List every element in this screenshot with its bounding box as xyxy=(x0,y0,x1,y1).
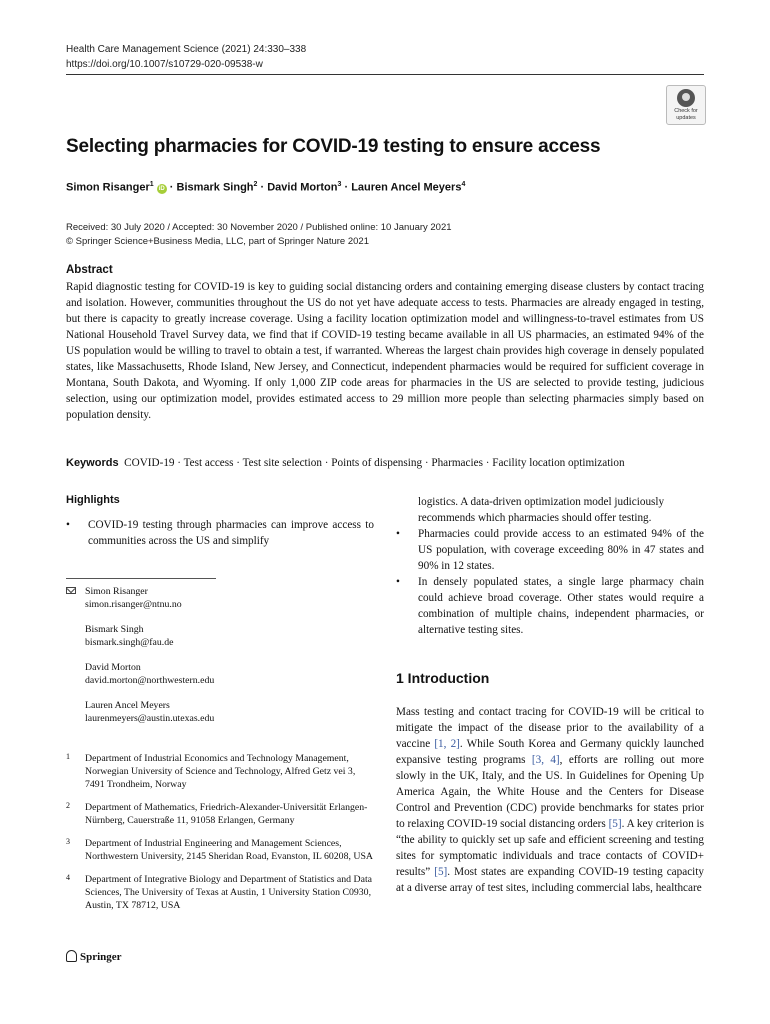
publisher-name: Springer xyxy=(80,951,122,963)
keywords xyxy=(66,457,706,469)
contact-name: Simon Risanger xyxy=(85,586,148,597)
contact-name: David Morton xyxy=(85,662,141,673)
affiliation-text: Department of Industrial Economics and Technology Management, Norwegian University of Science and Technology, Alfred Getz vei 3, 7491 Trondheim, Norway xyxy=(85,753,356,790)
contact-email[interactable]: bismark.singh@fau.de xyxy=(85,637,174,648)
author-sup: 1 xyxy=(149,181,154,188)
publication-dates xyxy=(66,221,452,249)
affiliation-number: 4 xyxy=(66,873,70,882)
citation-link[interactable]: [5] xyxy=(434,866,448,878)
affiliation-item xyxy=(66,837,376,863)
author-name[interactable]: Simon Risanger xyxy=(66,181,150,194)
copyright-line: © Springer Science+Business Media, LLC, part of Springer Nature 2021 xyxy=(66,236,369,247)
bullet-icon: • xyxy=(396,576,400,588)
author-separator: · xyxy=(166,181,177,194)
header-rule xyxy=(66,74,704,75)
list-item xyxy=(66,517,374,549)
highlight-text: In densely populated states, a single large pharmacy chain could achieve broad coverage. Other states would require a combination of multiple chains, independent pharmacies, or alternative testing sites. xyxy=(418,576,704,636)
intro-text-segment: . While South Korea and Germany quickly launched expansive testing programs xyxy=(396,738,705,766)
affiliation-item xyxy=(66,873,376,912)
keywords-label: Keywords xyxy=(66,457,119,469)
affiliation-number: 1 xyxy=(66,752,70,761)
abstract-heading: Abstract xyxy=(66,264,113,276)
affiliation-item xyxy=(66,752,376,791)
received-accepted-line: Received: 30 July 2020 / Accepted: 30 November 2020 / Published online: 10 January 2021 xyxy=(66,222,452,233)
author-name[interactable]: Bismark Singh xyxy=(176,181,254,194)
highlights-list-left xyxy=(66,517,374,549)
intro-text-segment: , efforts are rolling out more slowly in the UK, Italy, and the US. In Guidelines for Opening Up America Again, the White House and the Centers for Disease Control and Prevention (CDC) provide benchmarks for states prior to relaxing COVID-19 social distancing orders xyxy=(396,754,704,830)
bullet-icon: • xyxy=(66,519,70,531)
section-heading-introduction: 1 Introduction xyxy=(396,670,490,686)
author-name[interactable]: David Morton xyxy=(267,181,338,194)
badge-line1: Check for xyxy=(674,108,698,114)
footnote-rule xyxy=(66,578,216,579)
contact-entry xyxy=(66,585,376,611)
contact-email[interactable]: david.morton@northwestern.edu xyxy=(85,675,215,686)
paper-title: Selecting pharmacies for COVID-19 testing to ensure access xyxy=(66,136,601,157)
doi-link[interactable]: https://doi.org/10.1007/s10729-020-09538-w xyxy=(66,59,263,70)
author-separator: · xyxy=(257,181,268,194)
highlights-heading: Highlights xyxy=(66,494,120,506)
badge-line2: updates xyxy=(676,115,696,121)
contact-name: Bismark Singh xyxy=(85,624,144,635)
journal-header xyxy=(66,42,306,72)
contact-entry xyxy=(66,699,376,725)
highlight-text: Pharmacies could provide access to an estimated 94% of the US population, with coverage exceeding 80% in 47 states and 90% in 12 states. xyxy=(418,528,704,572)
affiliation-text: Department of Industrial Engineering and Management Sciences, Northwestern University, 2145 Sheridan Road, Evanston, IL 60208, USA xyxy=(85,838,373,862)
springer-horse-icon xyxy=(66,950,77,962)
author-sup: 4 xyxy=(461,181,466,188)
contact-entry xyxy=(66,661,376,687)
contact-email[interactable]: laurenmeyers@austin.utexas.edu xyxy=(85,713,215,724)
contact-email[interactable]: simon.risanger@ntnu.no xyxy=(85,599,182,610)
affiliation-number: 3 xyxy=(66,837,70,846)
intro-text-segment: . A key criterion is “the ability to quickly set up safe and efficient screening and testing sites for symptomatic individuals and trace contacts of COVID+ results” xyxy=(396,818,704,878)
affiliations xyxy=(66,752,376,922)
keywords-text: COVID-19 · Test access · Test site selection · Points of dispensing · Pharmacies · Facility location optimization xyxy=(124,457,625,469)
highlights-list-right xyxy=(396,526,704,638)
abstract-text: Rapid diagnostic testing for COVID-19 is key to guiding social distancing orders and containing emerging disease clusters by contact tracing and isolation. However, communities throughout the US do not yet have adequate access to tests. Pharmacies are already engaged in testing, but there is capacity to greatly increase coverage. Using a facility location optimization model and willingness-to-travel estimates from US National Household Travel Survey data, we find that if COVID-19 testing became available in all US pharmacies, an estimated 94% of the US population would be willing to travel to obtain a test, if warranted. Whereas the largest chain provides high coverage in densely populated states, like Massachusetts, Rhode Island, New Jersey, and Connecticut, independent pharmacies would be required for sufficient coverage in Montana, South Dakota, and Wyoming. If only 1,000 ZIP code areas for pharmacies in the US are selected to provide testing, judicious selection, using our optimization model, provides estimated access to 29 million more people than selecting pharmacies simply based on population density. xyxy=(66,281,704,421)
contact-name: Lauren Ancel Meyers xyxy=(85,700,170,711)
highlight-text: COVID-19 testing through pharmacies can improve access to communities across the US and simplify xyxy=(88,519,374,547)
orcid-icon[interactable]: iD xyxy=(158,185,165,192)
author-list xyxy=(66,181,465,194)
highlight-continuation: logistics. A data-driven optimization model judiciously recommends which pharmacies should offer testing. xyxy=(418,496,665,524)
bullet-icon: • xyxy=(396,528,400,540)
list-item xyxy=(396,574,704,638)
citation-link[interactable]: [5] xyxy=(608,818,622,830)
intro-text-segment: . Most states are expanding COVID-19 testing capacity at a diverse array of test sites, including commercial labs, healthcare xyxy=(396,866,704,894)
author-name[interactable]: Lauren Ancel Meyers xyxy=(351,181,462,194)
affiliation-number: 2 xyxy=(66,801,70,810)
list-item xyxy=(396,526,704,574)
affiliation-item xyxy=(66,801,376,827)
corresponding-contacts xyxy=(66,585,376,737)
envelope-icon xyxy=(66,587,76,594)
author-separator: · xyxy=(341,181,352,194)
contact-entry xyxy=(66,623,376,649)
affiliation-text: Department of Mathematics, Friedrich-Alexander-Universität Erlangen-Nürnberg, Cauerstraße 11, 91058 Erlangen, Germany xyxy=(85,802,368,826)
citation-link[interactable]: [1, 2] xyxy=(434,738,460,750)
affiliation-text: Department of Integrative Biology and Department of Statistics and Data Sciences, The University of Texas at Austin, 1 University Station C0930, Austin, TX 78712, USA xyxy=(85,874,373,911)
author-sup: 2 xyxy=(253,181,258,188)
journal-citation: Health Care Management Science (2021) 24:330–338 xyxy=(66,44,307,55)
intro-text-segment: Mass testing and contact tracing for COVID-19 will be critical to mitigate the impact of the disease prior to the availability of a vaccine xyxy=(396,706,704,750)
introduction-text xyxy=(396,704,704,896)
author-sup: 3 xyxy=(337,181,342,188)
citation-link[interactable]: [3, 4] xyxy=(531,754,560,766)
check-for-updates-badge[interactable] xyxy=(666,85,706,125)
check-updates-icon xyxy=(677,89,695,107)
publisher-logo xyxy=(66,950,122,963)
